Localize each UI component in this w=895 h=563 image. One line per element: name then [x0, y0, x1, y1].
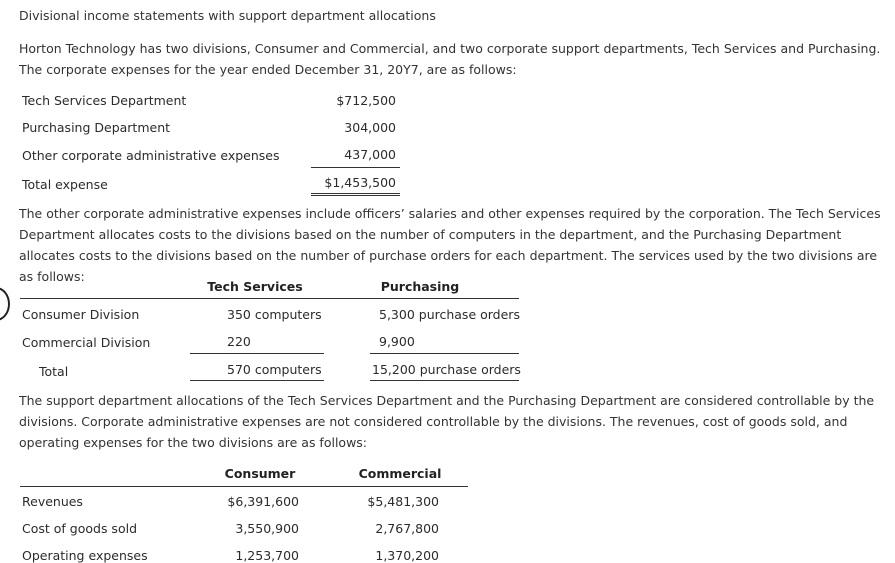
divisions-row-cogs-consumer: 3,550,900: [235, 521, 299, 536]
services-header-purchasing: Purchasing: [380, 279, 460, 294]
services-row-commercial-purchasing: 9,900: [379, 334, 415, 349]
services-row-consumer-tech: 350 computers: [227, 307, 322, 322]
services-total-label: Total: [39, 364, 69, 379]
services-tech-subtotal-rule: [190, 353, 324, 354]
services-total-purchasing: 15,200 purchase orders: [372, 362, 521, 377]
page-title: Divisional income statements with support department allocations: [19, 8, 436, 23]
expense-label-purchasing: Purchasing Department: [22, 120, 171, 135]
services-row-consumer-label: Consumer Division: [22, 307, 140, 322]
services-purchasing-subtotal-rule: [370, 353, 519, 354]
expense-total-double-rule: [311, 193, 400, 196]
expense-label-other: Other corporate administrative expenses: [22, 148, 280, 163]
divisions-header-consumer: Consumer: [224, 466, 296, 481]
divisions-header-commercial: Commercial: [358, 466, 442, 481]
services-row-commercial-tech: 220: [227, 334, 251, 349]
allocation-paragraph: The other corporate administrative expenses include officers’ salaries and other expenses required by the corporation. The Tech Services Department allocates costs to the divisions based on the number of computers in the department, and the Purchasing Department allocates costs to the divisions based on the number of purchase orders for each department. The services used by the two divisions are as follows:: [19, 206, 881, 284]
controllable-paragraph: The support department allocations of the Tech Services Department and the Purchasing Department are considered controllable by the divisions. Corporate administrative expenses are not considered controllable by the divisions. The revenues, cost of goods sold, and operating expenses for the two divisions are as follows:: [19, 393, 875, 450]
expense-label-tech-services: Tech Services Department: [22, 93, 187, 108]
divisions-row-revenues-consumer: $6,391,600: [227, 494, 299, 509]
expense-value-other: 437,000: [344, 147, 396, 162]
divisions-row-opex-commercial: 1,370,200: [375, 548, 439, 563]
services-total-tech: 570 computers: [227, 362, 322, 377]
expense-value-purchasing: 304,000: [344, 120, 396, 135]
divisions-row-opex-label: Operating expenses: [22, 548, 148, 563]
step-marker-icon: [0, 287, 10, 321]
services-header-tech: Tech Services: [207, 279, 303, 294]
divisions-row-revenues-label: Revenues: [22, 494, 83, 509]
expense-subtotal-rule: [311, 167, 400, 168]
divisions-row-cogs-label: Cost of goods sold: [22, 521, 138, 536]
services-row-consumer-purchasing: 5,300 purchase orders: [379, 307, 520, 322]
expense-value-tech-services: $712,500: [336, 93, 396, 108]
services-row-commercial-label: Commercial Division: [22, 335, 151, 350]
divisions-row-revenues-commercial: $5,481,300: [367, 494, 439, 509]
divisions-row-cogs-commercial: 2,767,800: [375, 521, 439, 536]
expense-total-label: Total expense: [22, 177, 108, 192]
services-tech-total-rule: [190, 380, 324, 381]
divisions-header-rule: [20, 486, 468, 487]
divisions-row-opex-consumer: 1,253,700: [235, 548, 299, 563]
services-header-rule: [20, 298, 519, 299]
expense-total-value: $1,453,500: [324, 175, 396, 190]
intro-paragraph: Horton Technology has two divisions, Consumer and Commercial, and two corporate support departments, Tech Services and Purchasing. The corporate expenses for the year ended December 31, 20Y7, are as follows:: [19, 41, 881, 77]
services-purchasing-total-rule: [370, 380, 519, 381]
